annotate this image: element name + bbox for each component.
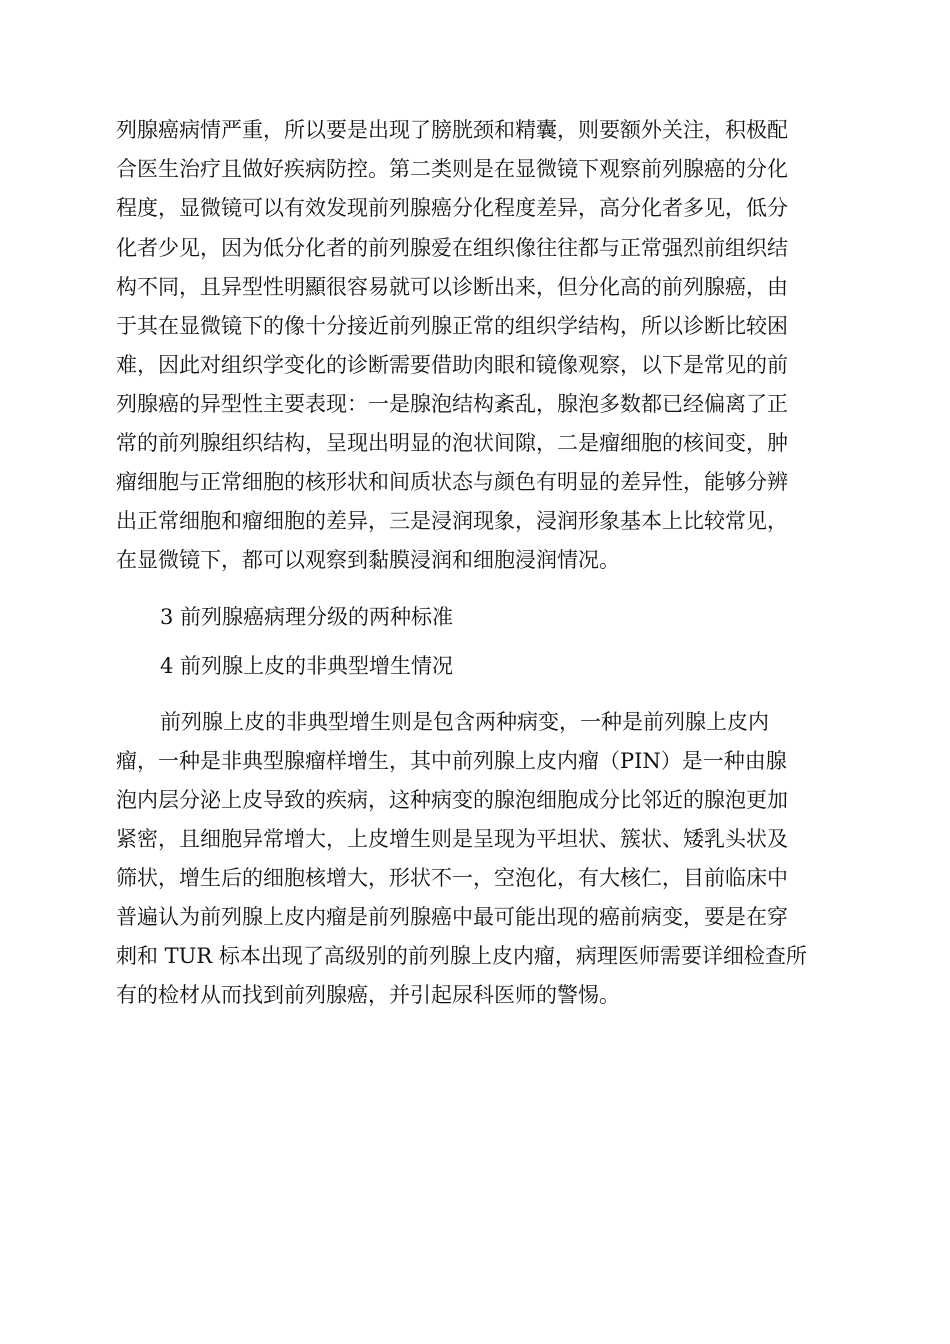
text-line: 列腺癌的异型性主要表现：一是腺泡结构紊乱，腺泡多数都已经偏离了正 — [116, 392, 788, 416]
text-line: 难，因此对组织学变化的诊断需要借助肉眼和镜像观察，以下是常见的前 — [116, 353, 788, 377]
text-line: 筛状，增生后的细胞核增大，形状不一，空泡化，有大核仁，目前临床中 — [116, 866, 788, 890]
text-line: 合医生治疗且做好疾病防控。第二类则是在显微镜下观察前列腺癌的分化 — [116, 157, 788, 181]
text-line: 程度，显微镜可以有效发现前列腺癌分化程度差异，高分化者多见，低分 — [116, 196, 788, 220]
text-line: 于其在显微镜下的像十分接近前列腺正常的组织学结构，所以诊断比较困 — [116, 314, 788, 338]
text-line: 紧密，且细胞异常增大，上皮增生则是呈现为平坦状、簇状、矮乳头状及 — [116, 827, 788, 851]
text-line: 泡内层分泌上皮导致的疾病，这种病变的腺泡细胞成分比邻近的腺泡更加 — [116, 788, 788, 812]
text-line: 在显微镜下，都可以观察到黏膜浸润和细胞浸润情况。 — [116, 548, 620, 572]
section-heading-4: 4 前列腺上皮的非典型增生情况 — [160, 654, 454, 678]
text-line: 普遍认为前列腺上皮内瘤是前列腺癌中最可能出现的癌前病变，要是在穿 — [116, 905, 788, 929]
text-line: 前列腺上皮的非典型增生则是包含两种病变，一种是前列腺上皮内 — [160, 710, 769, 734]
section-heading-3: 3 前列腺癌病理分级的两种标准 — [160, 605, 454, 629]
text-line: 有的检材从而找到前列腺癌，并引起尿科医师的警惕。 — [116, 983, 620, 1007]
text-line: 构不同，且异型性明顯很容易就可以诊断出来，但分化高的前列腺癌，由 — [116, 275, 788, 299]
text-line: 列腺癌病情严重，所以要是出现了膀胱颈和精囊，则要额外关注，积极配 — [116, 118, 788, 142]
text-line: 刺和 TUR 标本出现了高级别的前列腺上皮内瘤，病理医师需要详细检查所 — [116, 944, 807, 968]
text-line: 出正常细胞和瘤细胞的差异，三是浸润现象，浸润形象基本上比较常见， — [116, 509, 788, 533]
text-line: 瘤，一种是非典型腺瘤样增生，其中前列腺上皮内瘤（PIN）是一种由腺 — [116, 749, 787, 773]
text-line: 常的前列腺组织结构，呈现出明显的泡状间隙，二是瘤细胞的核间变，肿 — [116, 431, 788, 455]
text-line: 瘤细胞与正常细胞的核形状和间质状态与颜色有明显的差异性，能够分辨 — [116, 470, 788, 494]
text-line: 化者少见，因为低分化者的前列腺爱在组织像往往都与正常强烈前组织结 — [116, 236, 788, 260]
